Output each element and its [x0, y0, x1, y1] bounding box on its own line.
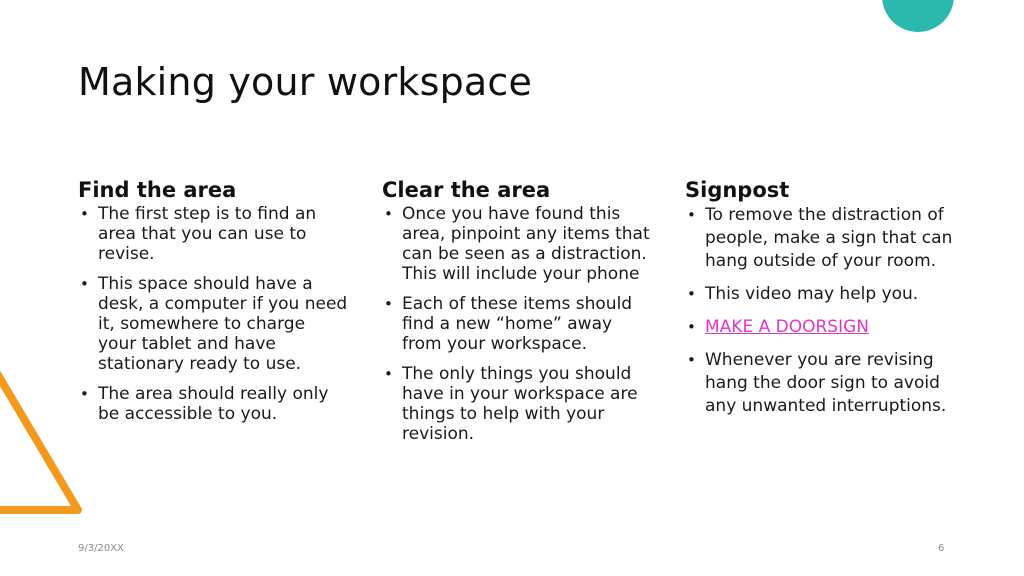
bullet-item: • Each of these items should find a new “home” away from your workspace. [382, 294, 652, 354]
column-clear-the-area [382, 178, 652, 454]
column-heading: Clear the area [382, 178, 551, 202]
bullet-item: • Once you have found this area, pinpoint any items that can be seen as a distraction. This will include your phone [382, 204, 652, 284]
make-a-doorsign-link[interactable]: MAKE A DOORSIGN [705, 317, 869, 337]
column-heading: Signpost [685, 178, 790, 202]
column-heading: Find the area [78, 178, 237, 202]
footer-date: 9/3/20XX [78, 543, 124, 554]
bullet-item: • This video may help you. [685, 283, 955, 306]
column-signpost [685, 178, 955, 428]
bullet-list [382, 204, 652, 444]
column-find-the-area [78, 178, 348, 434]
bullet-list [685, 204, 955, 418]
bullet-item: • The first step is to find an area that you can use to revise. [78, 204, 348, 264]
bullet-item: • The only things you should have in your workspace are things to help with your revision. [382, 364, 652, 444]
bullet-item: • The area should really only be accessible to you. [78, 384, 348, 424]
bullet-item: • This space should have a desk, a computer if you need it, somewhere to charge your tablet and have stationary ready to use. [78, 274, 348, 374]
page-number: 6 [938, 543, 945, 554]
teal-circle-decoration [882, 0, 954, 32]
bullet-item: • To remove the distraction of people, make a sign that can hang outside of your room. [685, 204, 955, 273]
slide-title: Making your workspace [78, 60, 533, 104]
bullet-item: • Whenever you are revising hang the door sign to avoid any unwanted interruptions. [685, 349, 955, 418]
bullet-item-link [685, 316, 955, 339]
bullet-list [78, 204, 348, 424]
